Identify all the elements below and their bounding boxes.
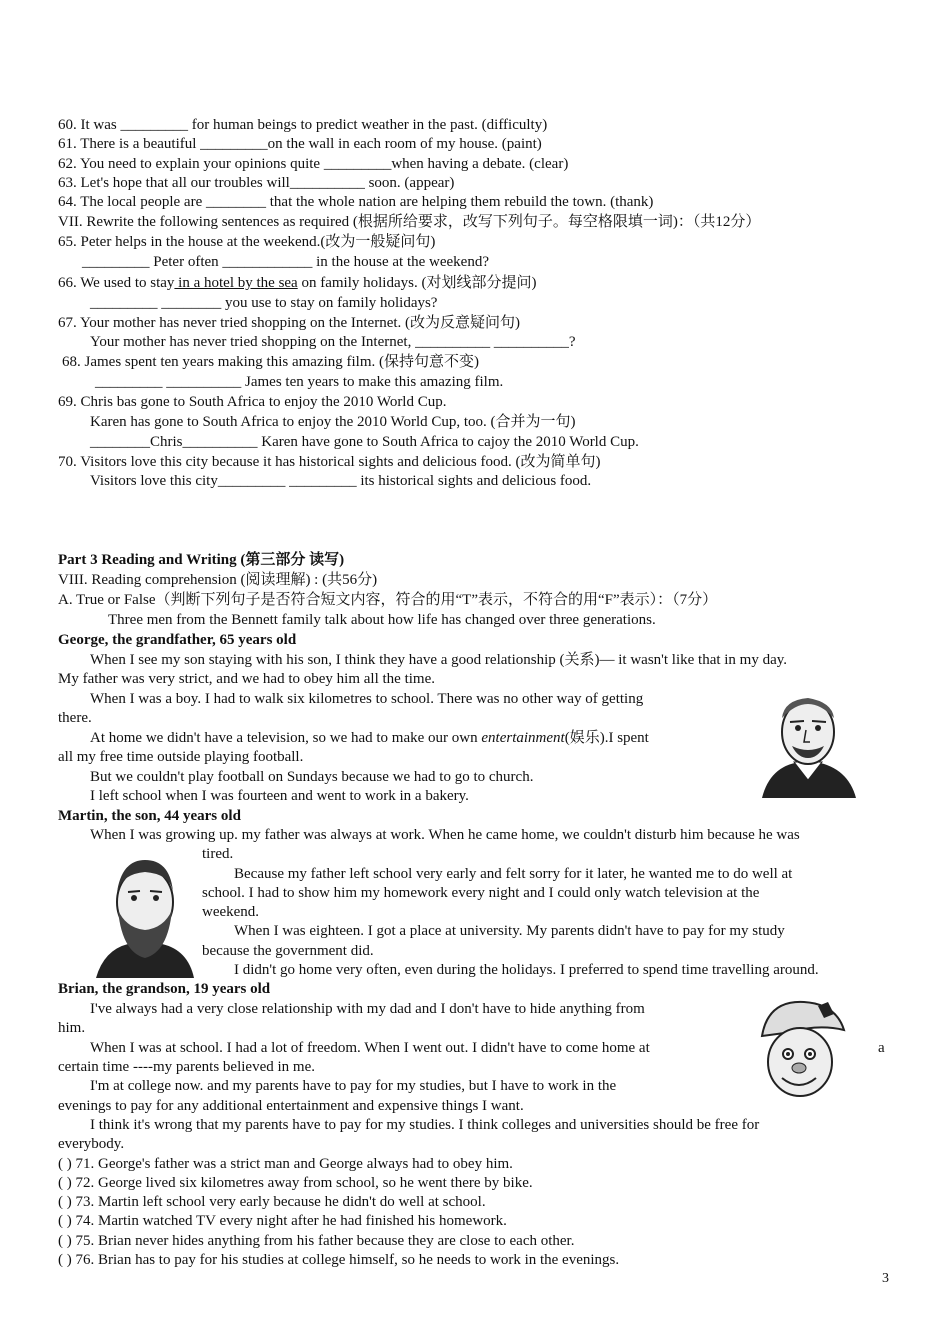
question-65: 65. Peter helps in the house at the weekend.(改为一般疑问句) xyxy=(58,234,436,250)
section-a-heading: A. True or False（判断下列句子是否符合短文内容，符合的用“T”表示，不符合的用“F”表示）：（7分） xyxy=(58,592,718,608)
question-67: 67. Your mother has never tried shopping on the Internet. (改为反意疑问句) xyxy=(58,315,521,331)
george-paragraph-3-cont: all my free time outside playing football. xyxy=(58,749,304,765)
brian-paragraph-4-cont: everybody. xyxy=(58,1136,125,1152)
brian-paragraph-3: I'm at college now. and my parents have to pay for my studies, but I have to work in the xyxy=(90,1078,617,1094)
question-75: ( ) 75. Brian never hides anything from his father because they are close to each other. xyxy=(58,1233,575,1249)
question-66-text-a: 66. We used to stay xyxy=(58,275,175,291)
question-70-answer: Visitors love this city_________ _________ its historical sights and delicious food. xyxy=(90,473,592,489)
martin-paragraph-1: When I was growing up. my father was always at work. When he came home, we couldn't disturb him because he was xyxy=(90,827,800,843)
brian-paragraph-4: I think it's wrong that my parents have to pay for my studies. I think colleges and universities should be free for xyxy=(90,1117,760,1133)
brian-heading: Brian, the grandson, 19 years old xyxy=(58,981,271,997)
brian-portrait-image xyxy=(748,996,852,1102)
george-paragraph-3 xyxy=(90,729,649,748)
question-69-second: Karen has gone to South Africa to enjoy the 2010 World Cup, too. (合并为一句) xyxy=(90,414,576,430)
brian-paragraph-1-cont: him. xyxy=(58,1020,86,1036)
question-66-answer: _________ ________ you use to stay on family holidays? xyxy=(90,295,438,311)
george-paragraph-3-post: (娱乐).I spent xyxy=(564,730,649,746)
martin-paragraph-2-cont: school. I had to show him my homework every night and I could only watch television at the xyxy=(202,885,760,901)
brian-paragraph-1: I've always had a very close relationship with my dad and I don't have to hide anything from xyxy=(90,1001,645,1017)
brian-paragraph-2-cont: certain time ----my parents believed in me. xyxy=(58,1059,315,1075)
question-66 xyxy=(58,274,536,293)
george-portrait-image xyxy=(752,688,864,798)
question-60: 60. It was _________ for human beings to predict weather in the past. (difficulty) xyxy=(58,117,548,133)
part-3-heading: Part 3 Reading and Writing (第三部分 读写) xyxy=(58,552,345,568)
brian-paragraph-3-cont: evenings to pay for any additional entertainment and expensive things I want. xyxy=(58,1098,524,1114)
brian-paragraph-2-end: a xyxy=(878,1040,885,1056)
george-paragraph-1: When I see my son staying with his son, I think they have a good relationship (关系)— it wasn't like that in my day. xyxy=(90,652,788,668)
question-66-text-b: on family holidays. (对划线部分提问) xyxy=(297,275,537,291)
question-70: 70. Visitors love this city because it has historical sights and delicious food. (改为简单句) xyxy=(58,454,601,470)
george-paragraph-3-pre: At home we didn't have a television, so we had to make our own xyxy=(90,730,482,746)
martin-paragraph-3-cont: because the government did. xyxy=(202,943,374,959)
george-heading: George, the grandfather, 65 years old xyxy=(58,632,297,648)
george-paragraph-2: When I was a boy. I had to walk six kilometres to school. There was no other way of getting xyxy=(90,691,644,707)
martin-heading: Martin, the son, 44 years old xyxy=(58,808,241,824)
passage-intro: Three men from the Bennett family talk about how life has changed over three generations. xyxy=(108,612,656,628)
question-62: 62. You need to explain your opinions quite _________when having a debate. (clear) xyxy=(58,156,569,172)
section-8-heading: VIII. Reading comprehension (阅读理解) : (共56分) xyxy=(58,572,378,588)
brian-paragraph-2: When I was at school. I had a lot of freedom. When I went out. I didn't have to come home at xyxy=(90,1040,650,1056)
martin-paragraph-2: Because my father left school very early and felt sorry for it later, he wanted me to do well at xyxy=(234,866,793,882)
george-paragraph-5: I left school when I was fourteen and went to work in a bakery. xyxy=(90,788,469,804)
george-paragraph-2-cont: there. xyxy=(58,710,92,726)
question-76: ( ) 76. Brian has to pay for his studies at college himself, so he needs to work in the evenings. xyxy=(58,1252,620,1268)
martin-paragraph-2-end: weekend. xyxy=(202,904,260,920)
question-65-answer: _________ Peter often ____________ in the house at the weekend? xyxy=(82,254,489,270)
question-74: ( ) 74. Martin watched TV every night after he had finished his homework. xyxy=(58,1213,507,1229)
question-61: 61. There is a beautiful _________on the wall in each room of my house. (paint) xyxy=(58,136,542,152)
question-69: 69. Chris bas gone to South Africa to enjoy the 2010 World Cup. xyxy=(58,394,447,410)
george-paragraph-3-italic: entertainment xyxy=(481,730,565,746)
george-paragraph-1-cont: My father was very strict, and we had to obey him all the time. xyxy=(58,671,435,687)
martin-portrait-image xyxy=(92,854,198,978)
george-paragraph-4: But we couldn't play football on Sundays because we had to go to church. xyxy=(90,769,534,785)
page-number: 3 xyxy=(882,1271,889,1286)
question-63: 63. Let's hope that all our troubles will__________ soon. (appear) xyxy=(58,175,455,191)
question-72: ( ) 72. George lived six kilometres away from school, so he went there by bike. xyxy=(58,1175,533,1191)
martin-paragraph-1-cont: tired. xyxy=(202,846,234,862)
question-69-answer: ________Chris__________ Karen have gone to South Africa to cajoy the 2010 World Cup. xyxy=(90,434,639,450)
question-68-answer: _________ __________ James ten years to make this amazing film. xyxy=(95,374,504,390)
question-64: 64. The local people are ________ that the whole nation are helping them rebuild the town. (thank) xyxy=(58,194,654,210)
question-73: ( ) 73. Martin left school very early because he didn't do well at school. xyxy=(58,1194,486,1210)
section-7-heading: VII. Rewrite the following sentences as required (根据所给要求，改写下列句子。每空格限填一词)：（共12分） xyxy=(58,214,761,230)
question-71: ( ) 71. George's father was a strict man and George always had to obey him. xyxy=(58,1156,513,1172)
question-67-answer: Your mother has never tried shopping on the Internet, __________ __________? xyxy=(90,334,576,350)
martin-paragraph-4: I didn't go home very often, even during the holidays. I preferred to spend time travelling around. xyxy=(234,962,819,978)
question-68: 68. James spent ten years making this amazing film. (保持句意不变) xyxy=(62,354,480,370)
question-66-underlined: in a hotel by the sea xyxy=(174,275,298,291)
martin-paragraph-3: When I was eighteen. I got a place at university. My parents didn't have to pay for my study xyxy=(234,923,785,939)
